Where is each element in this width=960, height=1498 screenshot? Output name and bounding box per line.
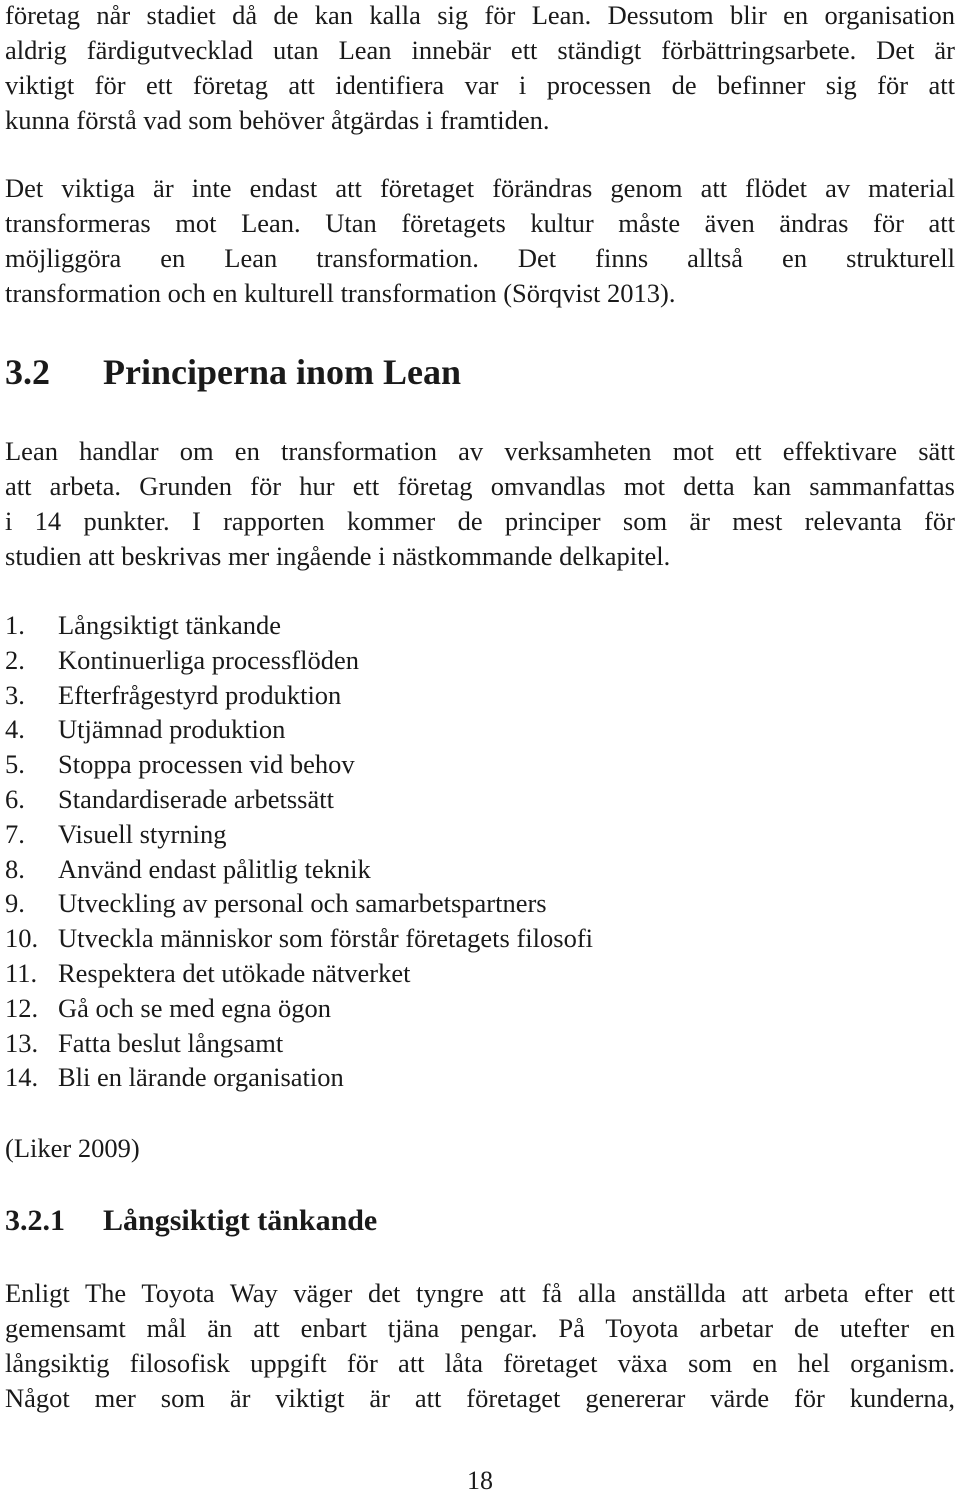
paragraph-line: att arbeta. Grunden för hur ett företag omvandlas mot detta kan sammanfattas: [5, 471, 955, 501]
paragraph-line: Lean handlar om en transformation av verksamheten mot ett effektivare sätt: [5, 436, 955, 466]
principles-list: [5, 608, 593, 1095]
paragraph-line: långsiktig filosofisk uppgift för att låta företaget växa som en hel organism.: [5, 1348, 955, 1378]
principle-number: 5.: [5, 749, 25, 780]
paragraph-line: Det viktiga är inte endast att företaget förändras genom att flödet av material: [5, 173, 955, 203]
paragraph-line: möjliggöra en Lean transformation. Det finns alltså en strukturell: [5, 243, 955, 273]
principle-text: Respektera det utökade nätverket: [58, 957, 411, 988]
principle-number: 1.: [5, 610, 25, 640]
principle-number: 9.: [5, 888, 25, 919]
principle-number: 12.: [5, 992, 39, 1023]
principle-number: 7.: [5, 818, 25, 849]
paragraph-line: transformation och en kulturell transformation (Sörqvist 2013).: [5, 278, 676, 308]
paragraph-line: transformeras mot Lean. Utan företagets kultur måste även ändras för att: [5, 208, 955, 238]
lean-transformation-paragraph: [5, 171, 955, 311]
principle-item: [5, 852, 593, 887]
principle-text: Efterfrågestyrd produktion: [58, 679, 342, 710]
page-number: 18: [467, 1466, 493, 1495]
principle-item: [5, 991, 593, 1026]
section-title: Principerna inom Lean: [103, 352, 461, 392]
paragraph-line: företag når stadiet då de kan kalla sig för Lean. Dessutom blir en organisation: [5, 0, 955, 30]
principle-number: 6.: [5, 783, 25, 814]
principle-text: Standardiserade arbetssätt: [58, 783, 334, 814]
principle-text: Stoppa processen vid behov: [58, 749, 355, 780]
principle-text: Utveckling av personal och samarbetspartners: [58, 888, 547, 919]
long-term-thinking-paragraph: [5, 1276, 955, 1416]
intro-paragraph: [5, 0, 955, 138]
paragraph-line: kunna förstå vad som behöver åtgärdas i framtiden.: [5, 105, 550, 135]
principle-text: Utveckla människor som förstår företagets filosofi: [58, 923, 594, 954]
principle-item: [5, 678, 593, 713]
principle-text: Gå och se med egna ögon: [58, 992, 332, 1023]
paragraph-line: viktigt för ett företag att identifiera var i processen de befinner sig för att: [5, 70, 955, 100]
paragraph-line: aldrig färdigutvecklad utan Lean innebär ett ständigt förbättringsarbete. Det är: [5, 35, 955, 65]
principle-text: Bli en lärande organisation: [58, 1062, 344, 1093]
paragraph-line: i 14 punkter. I rapporten kommer de principer som är mest relevanta för: [5, 506, 955, 536]
principle-item: [5, 1060, 593, 1095]
section-number: 3.2: [5, 352, 50, 392]
paragraph-line: studien att beskrivas mer ingående i nästkommande delkapitel.: [5, 541, 671, 571]
section-heading-3-2-1: [5, 1203, 377, 1239]
principle-number: 11.: [5, 957, 38, 988]
principle-number: 13.: [5, 1027, 39, 1058]
section-heading-3-2: [5, 352, 461, 392]
principle-number: 4.: [5, 714, 25, 745]
principle-text: Visuell styrning: [58, 818, 227, 849]
principles-intro-paragraph: [5, 434, 955, 574]
principle-item: [5, 817, 593, 852]
principle-number: 14.: [5, 1062, 39, 1093]
principle-number: 3.: [5, 679, 25, 710]
principle-item: [5, 886, 593, 921]
principle-text: Fatta beslut långsamt: [58, 1027, 284, 1058]
citation: (Liker 2009): [5, 1133, 140, 1163]
principle-number: 2.: [5, 644, 25, 675]
principle-text: Långsiktigt tänkande: [58, 610, 281, 640]
paragraph-line: gemensamt mål än att enbart tjäna pengar. På Toyota arbetar de utefter en: [5, 1313, 955, 1343]
principle-text: Utjämnad produktion: [58, 714, 286, 745]
principle-item: [5, 608, 593, 643]
principle-item: [5, 712, 593, 747]
section-title: Långsiktigt tänkande: [103, 1204, 378, 1237]
principle-item: [5, 956, 593, 991]
principle-number: 8.: [5, 853, 25, 884]
principle-number: 10.: [5, 923, 39, 954]
principle-item: [5, 921, 593, 956]
principle-item: [5, 782, 593, 817]
section-number: 3.2.1: [5, 1204, 65, 1237]
principle-text: Använd endast pålitlig teknik: [58, 853, 371, 884]
principle-text: Kontinuerliga processflöden: [58, 644, 359, 675]
principle-item: [5, 643, 593, 678]
principle-item: [5, 1026, 593, 1061]
paragraph-line: Något mer som är viktigt är att företaget genererar värde för kunderna,: [5, 1383, 955, 1413]
principle-item: [5, 747, 593, 782]
paragraph-line: Enligt The Toyota Way väger det tyngre att få alla anställda att arbeta efter ett: [5, 1278, 955, 1308]
